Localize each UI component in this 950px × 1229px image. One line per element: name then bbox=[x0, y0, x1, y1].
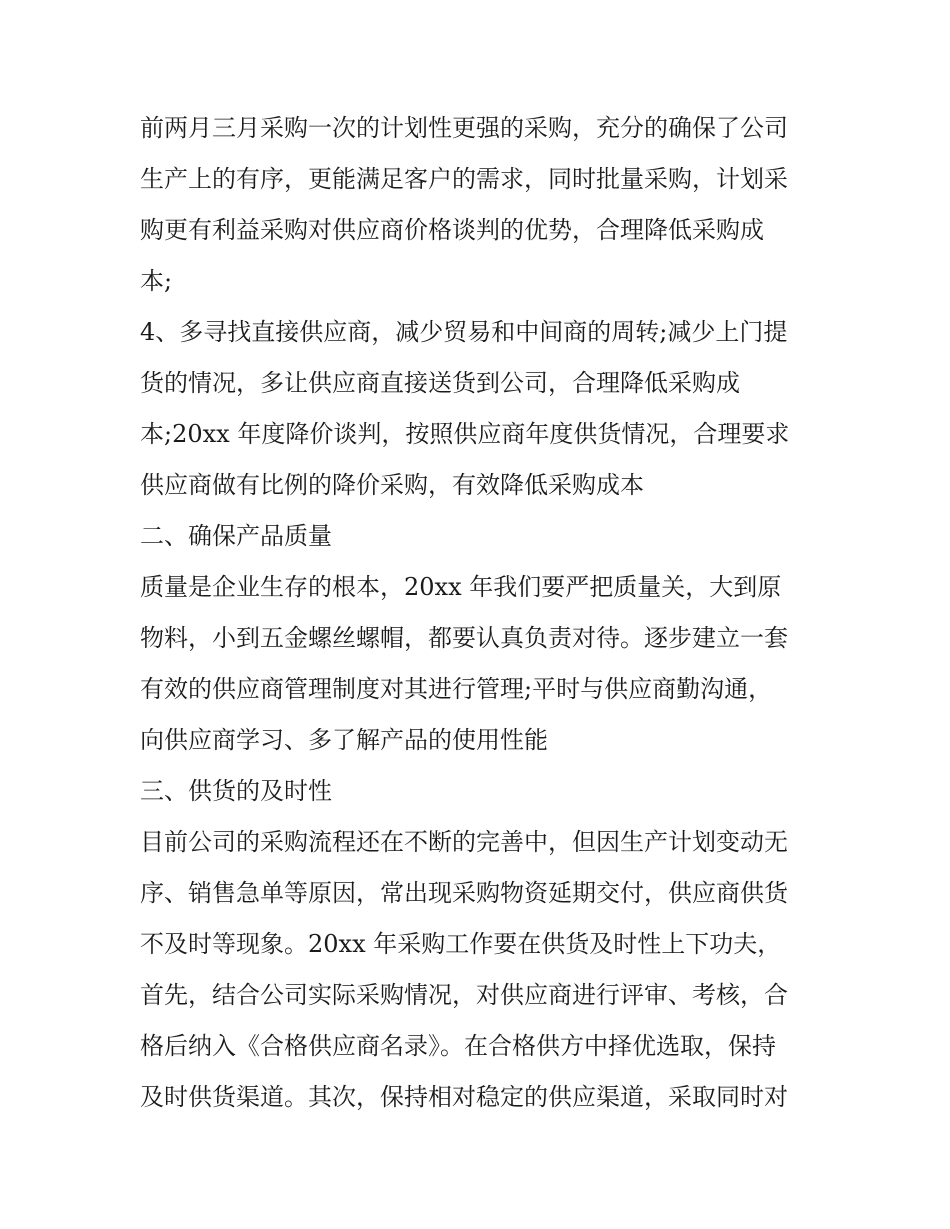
text-line: 物料，小到五金螺丝螺帽，都要认真负责对待。逐步建立一套 bbox=[140, 624, 788, 652]
text-line: 有效的供应商管理制度对其进行管理;平时与供应商勤沟通， bbox=[140, 675, 773, 703]
text-line: 本;20xx 年度降价谈判，按照供应商年度供货情况，合理要求 bbox=[140, 420, 790, 448]
section-heading: 二、确保产品质量 bbox=[140, 522, 332, 550]
text-line: 本; bbox=[140, 267, 173, 295]
section-heading: 三、供货的及时性 bbox=[140, 777, 332, 805]
text-line: 序、销售急单等原因，常出现采购物资延期交付，供应商供货 bbox=[140, 879, 788, 907]
text-line: 向供应商学习、多了解产品的使用性能 bbox=[140, 726, 548, 754]
text-line: 目前公司的采购流程还在不断的完善中，但因生产计划变动无 bbox=[140, 828, 788, 856]
text-line: 货的情况，多让供应商直接送货到公司，合理降低采购成 bbox=[140, 369, 740, 397]
text-line: 购更有利益采购对供应商价格谈判的优势，合理降低采购成 bbox=[140, 216, 764, 244]
text-line: 前两月三月采购一次的计划性更强的采购，充分的确保了公司 bbox=[140, 114, 788, 142]
text-line: 及时供货渠道。其次，保持相对稳定的供应渠道，采取同时对 bbox=[140, 1083, 788, 1111]
text-line: 首先，结合公司实际采购情况，对供应商进行评审、考核，合 bbox=[140, 981, 788, 1009]
text-line: 不及时等现象。20xx 年采购工作要在供货及时性上下功夫， bbox=[140, 930, 782, 958]
text-line: 生产上的有序，更能满足客户的需求，同时批量采购，计划采 bbox=[140, 165, 788, 193]
text-line: 供应商做有比例的降价采购，有效降低采购成本 bbox=[140, 471, 644, 499]
text-line: 质量是企业生存的根本，20xx 年我们要严把质量关，大到原 bbox=[140, 573, 782, 601]
document-body bbox=[140, 103, 820, 1123]
text-line: 4、多寻找直接供应商，减少贸易和中间商的周转;减少上门提 bbox=[140, 318, 788, 346]
text-line: 格后纳入《合格供应商名录》。在合格供方中择优选取，保持 bbox=[140, 1032, 776, 1060]
